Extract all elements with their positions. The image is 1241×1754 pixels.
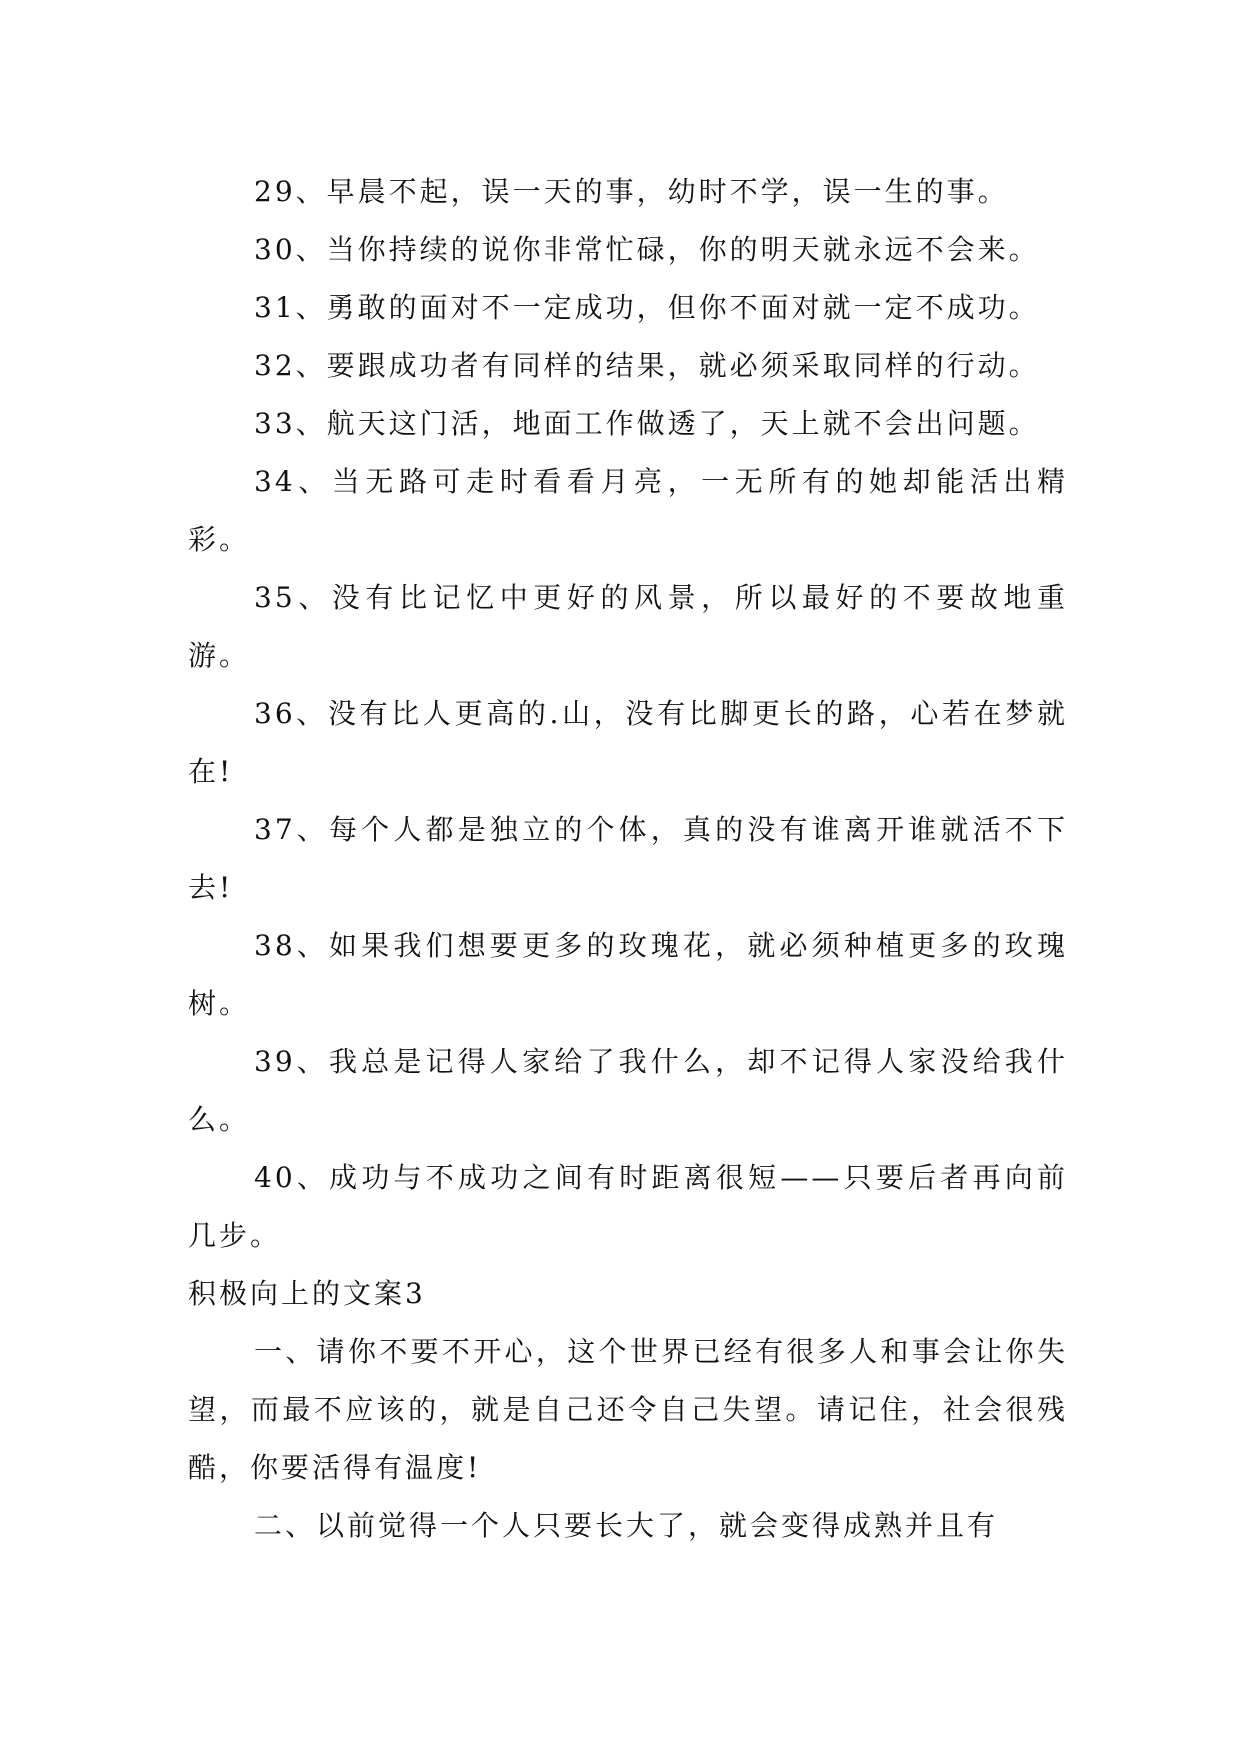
section-heading: 积极向上的文案3 xyxy=(188,1277,426,1310)
quote-33: 33、航天这门活，地面工作做透了，天上就不会出问题。 xyxy=(254,407,1040,440)
quote-39: 39、我总是记得人家给了我什么，却不记得人家没给我什么。 xyxy=(188,1045,1068,1136)
quote-30: 30、当你持续的说你非常忙碌，你的明天就永远不会来。 xyxy=(254,233,1040,266)
quote-32: 32、要跟成功者有同样的结果，就必须采取同样的行动。 xyxy=(254,349,1040,382)
quote-38: 38、如果我们想要更多的玫瑰花，就必须种植更多的玫瑰树。 xyxy=(188,929,1068,1020)
quote-34: 34、当无路可走时看看月亮，一无所有的她却能活出精彩。 xyxy=(188,465,1068,556)
quote-31: 31、勇敢的面对不一定成功，但你不面对就一定不成功。 xyxy=(254,291,1040,324)
section-paragraph-2: 二、以前觉得一个人只要长大了，就会变得成熟并且有 xyxy=(254,1509,999,1542)
document-body xyxy=(188,163,1068,1555)
quote-29: 29、早晨不起，误一天的事，幼时不学，误一生的事。 xyxy=(254,175,1009,208)
section-paragraph-1: 一、请你不要不开心，这个世界已经有很多人和事会让你失望，而最不应该的，就是自己还令自己失望。请记住，社会很残酷，你要活得有温度! xyxy=(188,1335,1068,1484)
quote-35: 35、没有比记忆中更好的风景，所以最好的不要故地重游。 xyxy=(188,581,1068,672)
quote-37: 37、每个人都是独立的个体，真的没有谁离开谁就活不下去! xyxy=(188,813,1068,904)
quote-36: 36、没有比人更高的.山，没有比脚更长的路，心若在梦就在! xyxy=(188,697,1068,788)
quote-40: 40、成功与不成功之间有时距离很短——只要后者再向前几步。 xyxy=(188,1161,1068,1252)
